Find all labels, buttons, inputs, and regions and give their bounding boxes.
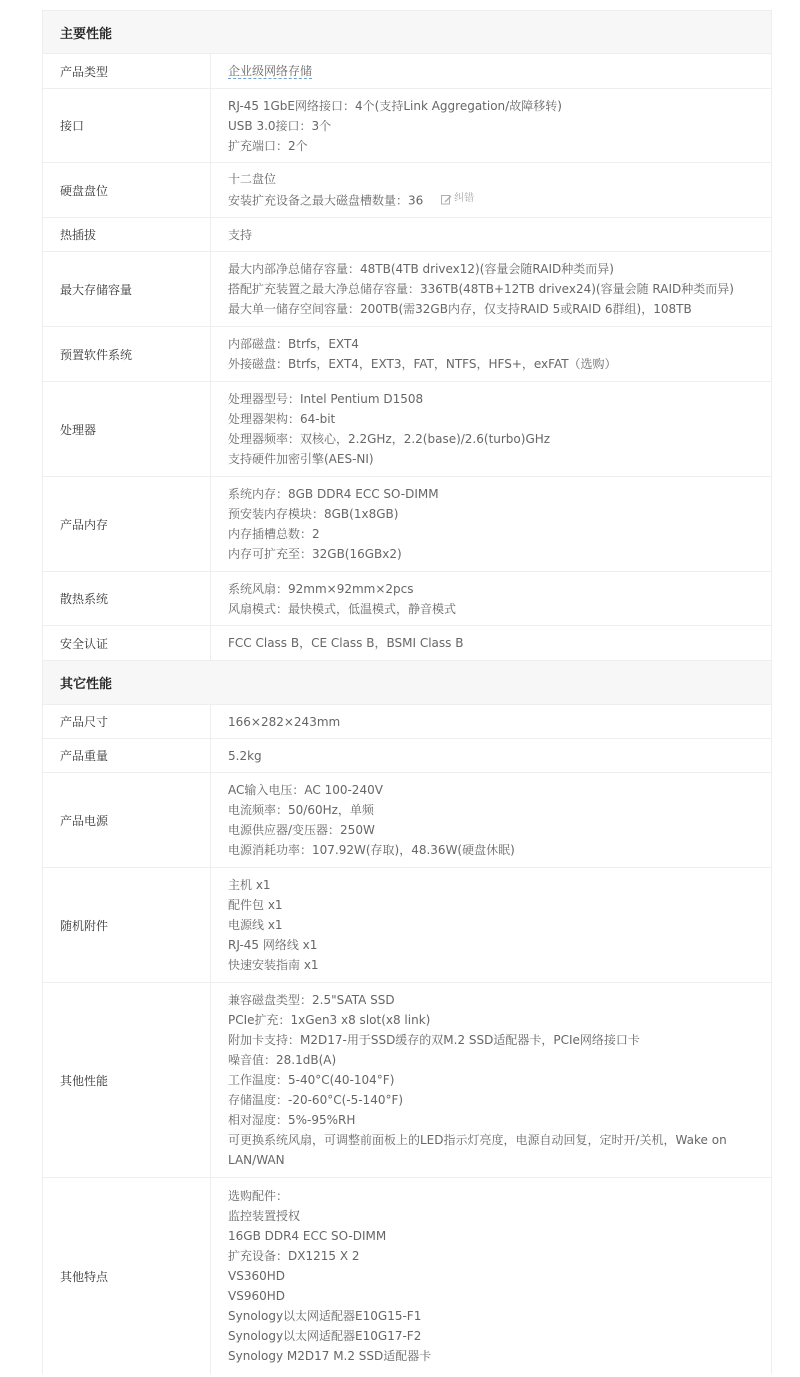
spec-values xyxy=(211,327,771,381)
spec-line: 附加卡支持：M2D17-用于SSD缓存的双M.2 SSD适配器卡，PCIe网络接口卡 xyxy=(228,1033,640,1047)
spec-line: 电流频率：50/60Hz，单频 xyxy=(228,803,374,817)
spec-line: 搭配扩充装置之最大净总储存容量：336TB(48TB+12TB drivex24)(容量会随 RAID种类而异) xyxy=(228,282,734,296)
spec-line: VS360HD xyxy=(228,1269,285,1283)
spec-line: Synology以太网适配器E10G15-F1 xyxy=(228,1309,422,1323)
spec-line: VS960HD xyxy=(228,1289,285,1303)
spec-row-power xyxy=(43,773,771,868)
spec-line: 工作温度：5-40°C(40-104°F) xyxy=(228,1073,395,1087)
spec-line: 选购配件： xyxy=(228,1189,289,1203)
spec-line: 配件包 x1 xyxy=(228,898,283,912)
spec-row-file-system xyxy=(43,327,771,382)
spec-line: PCIe扩充：1xGen3 x8 slot(x8 link) xyxy=(228,1013,431,1027)
product-type-link[interactable]: 企业级网络存储 xyxy=(228,64,313,78)
correction-button[interactable] xyxy=(441,189,474,209)
spec-values xyxy=(211,773,771,867)
spec-label: 热插拔 xyxy=(43,218,211,251)
spec-line: 存储温度：-20-60°C(-5-140°F) xyxy=(228,1093,404,1107)
spec-line: RJ-45 网络线 x1 xyxy=(228,938,318,952)
spec-line: 噪音值：28.1dB(A) xyxy=(228,1053,337,1067)
spec-line: RJ-45 1GbE网络接口：4个(支持Link Aggregation/故障移转) xyxy=(228,98,562,113)
spec-line: 内存插槽总数：2 xyxy=(228,527,320,541)
spec-values xyxy=(211,868,771,982)
spec-line: 扩充端口：2个 xyxy=(228,138,308,153)
spec-line: AC输入电压：AC 100-240V xyxy=(228,783,383,797)
spec-values xyxy=(211,477,771,571)
spec-row-memory xyxy=(43,477,771,572)
spec-line: 系统风扇：92mm×92mm×2pcs xyxy=(228,581,414,596)
spec-line: 外接磁盘：Btrfs，EXT4，EXT3，FAT，NTFS，HFS+，exFAT（选购） xyxy=(228,357,617,371)
spec-line: 最大单一储存空间容量：200TB(需32GB内存，仅支持RAID 5或RAID 6群组)，108TB xyxy=(228,302,692,316)
spec-values xyxy=(211,572,771,625)
spec-line: 电源供应器/变压器：250W xyxy=(228,823,375,837)
spec-line: 预安装内存模块：8GB(1x8GB) xyxy=(228,507,399,521)
spec-line: 电源消耗功率：107.92W(存取)，48.36W(硬盘休眠) xyxy=(228,843,515,857)
spec-label: 产品电源 xyxy=(43,773,211,867)
spec-row-other-features xyxy=(43,1178,771,1374)
spec-values xyxy=(211,705,771,738)
spec-label: 产品重量 xyxy=(43,739,211,772)
spec-line: 主机 x1 xyxy=(228,878,271,892)
spec-label: 最大存储容量 xyxy=(43,252,211,326)
section-header-other: 其它性能 xyxy=(43,661,771,705)
spec-row-max-capacity xyxy=(43,252,771,327)
spec-row-processor xyxy=(43,382,771,477)
spec-line: 电源线 x1 xyxy=(228,918,283,932)
spec-line: 支持 xyxy=(228,227,253,242)
section-header-main: 主要性能 xyxy=(43,11,771,54)
correction-label: 纠错 xyxy=(454,193,475,205)
spec-label: 处理器 xyxy=(43,382,211,476)
spec-label: 接口 xyxy=(43,89,211,162)
spec-label: 安全认证 xyxy=(43,626,211,660)
spec-values xyxy=(211,1178,771,1374)
spec-line: Synology M2D17 M.2 SSD适配器卡 xyxy=(228,1349,432,1363)
spec-line: 系统内存：8GB DDR4 ECC SO-DIMM xyxy=(228,487,439,501)
spec-row-weight xyxy=(43,739,771,773)
spec-line: 最大内部净总储存容量：48TB(4TB drivex12)(容量会随RAID种类而异) xyxy=(228,262,614,276)
spec-row-drive-bays xyxy=(43,163,771,218)
spec-line: 内存可扩充至：32GB(16GBx2) xyxy=(228,547,402,561)
spec-label: 散热系统 xyxy=(43,572,211,625)
spec-row-certification xyxy=(43,626,771,661)
spec-label: 产品尺寸 xyxy=(43,705,211,738)
spec-line: 支持硬件加密引擎(AES-NI) xyxy=(228,452,374,466)
spec-row-product-type xyxy=(43,54,771,89)
spec-label: 预置软件系统 xyxy=(43,327,211,381)
spec-line: 十二盘位 xyxy=(228,172,277,187)
spec-values xyxy=(211,54,771,88)
spec-line: 处理器架构：64-bit xyxy=(228,412,336,426)
spec-line: 16GB DDR4 ECC SO-DIMM xyxy=(228,1229,387,1243)
edit-icon xyxy=(441,194,452,205)
spec-label: 产品内存 xyxy=(43,477,211,571)
spec-values xyxy=(211,983,771,1177)
spec-row-interface xyxy=(43,89,771,163)
spec-line: 相对湿度：5%-95%RH xyxy=(228,1113,356,1127)
spec-label: 产品类型 xyxy=(43,54,211,88)
spec-line: 监控装置授权 xyxy=(228,1209,301,1223)
spec-line: 内部磁盘：Btrfs，EXT4 xyxy=(228,337,359,351)
spec-row-hot-swap xyxy=(43,218,771,252)
spec-values xyxy=(211,739,771,772)
spec-line: 可更换系统风扇，可调整前面板上的LED指示灯亮度，电源自动回复，定时开/关机，Wake on LAN/WAN xyxy=(228,1133,727,1167)
spec-row-accessories xyxy=(43,868,771,983)
spec-table xyxy=(42,10,772,1374)
spec-line: 安装扩充设备之最大磁盘槽数量：36 xyxy=(228,193,424,208)
spec-line: 兼容磁盘类型：2.5"SATA SSD xyxy=(228,993,395,1007)
spec-row-other-performance xyxy=(43,983,771,1178)
spec-label: 硬盘盘位 xyxy=(43,163,211,217)
spec-label: 其他性能 xyxy=(43,983,211,1177)
spec-line: 处理器型号：Intel Pentium D1508 xyxy=(228,392,424,406)
spec-line: 快速安装指南 x1 xyxy=(228,958,319,972)
spec-line: 5.2kg xyxy=(228,748,262,763)
spec-row-cooling xyxy=(43,572,771,626)
spec-values xyxy=(211,163,771,217)
spec-line: 扩充设备：DX1215 X 2 xyxy=(228,1249,360,1263)
spec-values xyxy=(211,218,771,251)
spec-line: 风扇模式：最快模式，低温模式，静音模式 xyxy=(228,601,457,616)
spec-line: Synology以太网适配器E10G17-F2 xyxy=(228,1329,422,1343)
spec-line: FCC Class B，CE Class B，BSMI Class B xyxy=(228,636,464,650)
spec-line: 166×282×243mm xyxy=(228,714,341,729)
spec-values xyxy=(211,252,771,326)
spec-line: USB 3.0接口：3个 xyxy=(228,118,332,133)
spec-label: 其他特点 xyxy=(43,1178,211,1374)
spec-values xyxy=(211,626,771,660)
spec-values xyxy=(211,89,771,162)
spec-label: 随机附件 xyxy=(43,868,211,982)
spec-values xyxy=(211,382,771,476)
spec-line: 处理器频率：双核心，2.2GHz，2.2(base)/2.6(turbo)GHz xyxy=(228,432,551,446)
spec-row-dimensions xyxy=(43,705,771,739)
